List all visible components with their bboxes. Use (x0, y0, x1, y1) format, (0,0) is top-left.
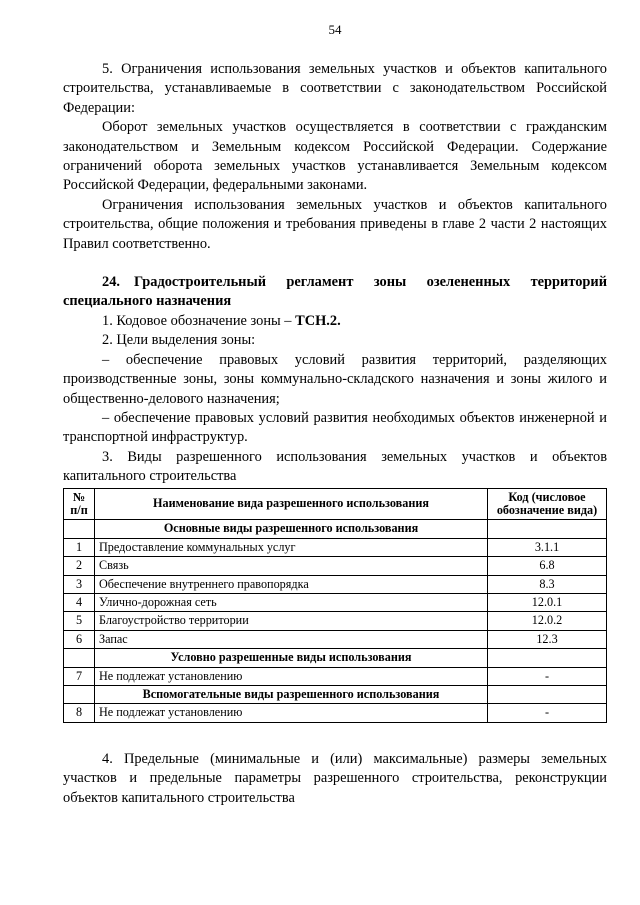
permitted-uses-label: 3. Виды разрешенного использования земельных участков и объектов капитального строительства (63, 448, 607, 485)
cell-num: 5 (64, 612, 95, 630)
cell-name: Не подлежат установлению (95, 704, 488, 722)
group-empty-cell (488, 520, 607, 538)
section24-title: Градостроительный регламент зоны озелененных территорий специального назначения (63, 274, 607, 310)
group-empty-cell (488, 686, 607, 704)
cell-name: Благоустройство территории (95, 612, 488, 630)
header-number: № п/п (64, 488, 95, 520)
header-code: Код (числовое обозначение вида) (488, 488, 607, 520)
section5-item: 5. Ограничения использования земельных участков и объектов капитального строительства, устанавливаемые в соответствии с законодательством Российской Федерации: (63, 61, 607, 116)
zone-code-value: ТСН.2. (295, 312, 341, 329)
zone-goal-1: – обеспечение правовых условий развития территорий, разделяющих производственные зоны, зоны коммунально-складского назначения и зоны жилого и общественно-делового назначения; (63, 351, 607, 407)
group-empty-cell (64, 649, 95, 667)
zone-goals-label: 2. Цели выделения зоны: (102, 332, 256, 349)
section4-item: 4. Предельные (минимальные и (или) максимальные) размеры земельных участков и предельные параметры разрешенного строительства, реконструкции объектов капитального строительства (63, 750, 607, 806)
table-header-row (64, 488, 607, 520)
table-body (64, 520, 607, 722)
cell-name: Связь (95, 557, 488, 575)
cell-code: 6.8 (488, 557, 607, 575)
page-number: 54 (328, 22, 342, 37)
cell-name: Не подлежат установлению (95, 667, 488, 685)
group-title: Основные виды разрешенного использования (95, 520, 488, 538)
cell-num: 3 (64, 575, 95, 593)
zone-code-label: 1. Кодовое обозначение зоны – (102, 312, 292, 329)
cell-num: 4 (64, 593, 95, 611)
header-name: Наименование вида разрешенного использования (95, 488, 488, 520)
cell-num: 7 (64, 667, 95, 685)
table-group-row (64, 686, 607, 704)
cell-code: - (488, 704, 607, 722)
table-row (64, 704, 607, 722)
section5-paragraph-2: Ограничения использования земельных участков и объектов капитального строительства, общие положения и требования приведены в главе 2 части 2 настоящих Правил соответственно. (63, 196, 607, 252)
table-row (64, 593, 607, 611)
section24-number: 24. (102, 274, 120, 291)
cell-num: 8 (64, 704, 95, 722)
group-empty-cell (64, 686, 95, 704)
zone-goal-2: – обеспечение правовых условий развития необходимых объектов инженерной и транспортной инфраструктур. (63, 409, 607, 446)
cell-num: 6 (64, 630, 95, 648)
group-title: Вспомогательные виды разрешенного использования (95, 686, 488, 704)
group-empty-cell (64, 520, 95, 538)
table-row (64, 630, 607, 648)
cell-code: 12.0.1 (488, 593, 607, 611)
cell-code: 8.3 (488, 575, 607, 593)
cell-code: 12.3 (488, 630, 607, 648)
cell-name: Запас (95, 630, 488, 648)
cell-code: 3.1.1 (488, 538, 607, 556)
cell-num: 1 (64, 538, 95, 556)
section5-paragraph-1: Оборот земельных участков осуществляется в соответствии с гражданским законодательством и Земельным кодексом Российской Федерации. Содержание ограничений оборота земельных участков устанавливается Земельным кодексом Российской Федерации, федеральными законами. (63, 119, 607, 194)
table-group-row (64, 520, 607, 538)
permitted-uses-table (63, 488, 607, 723)
cell-name: Предоставление коммунальных услуг (95, 538, 488, 556)
section24-heading (63, 273, 607, 312)
cell-num: 2 (64, 557, 95, 575)
zone-code-line (63, 312, 607, 331)
cell-name: Обеспечение внутреннего правопорядка (95, 575, 488, 593)
group-title: Условно разрешенные виды использования (95, 649, 488, 667)
table-row (64, 667, 607, 685)
cell-name: Улично-дорожная сеть (95, 593, 488, 611)
cell-code: - (488, 667, 607, 685)
table-row (64, 612, 607, 630)
table-row (64, 575, 607, 593)
table-group-row (64, 649, 607, 667)
table-row (64, 538, 607, 556)
table-row (64, 557, 607, 575)
group-empty-cell (488, 649, 607, 667)
cell-code: 12.0.2 (488, 612, 607, 630)
